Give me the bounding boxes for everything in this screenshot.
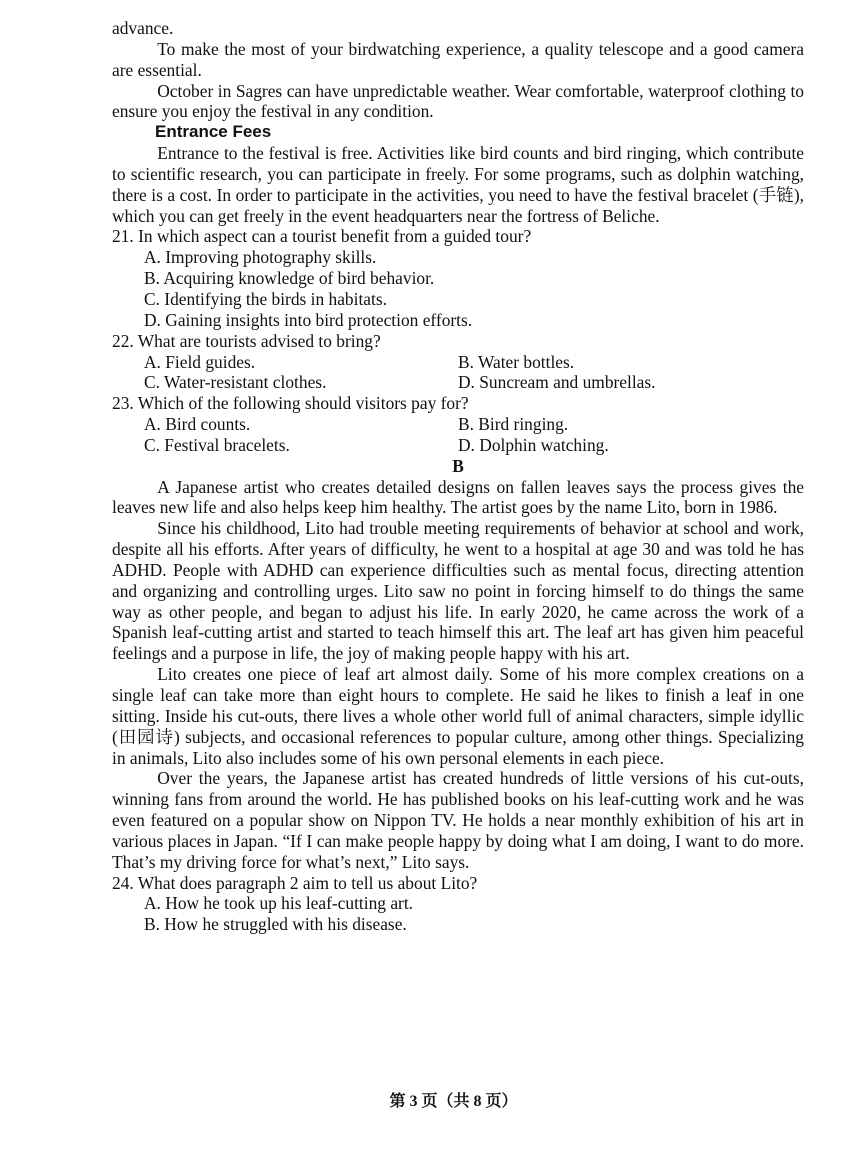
- option-a[interactable]: A. Field guides.: [144, 351, 256, 372]
- passage-b-paragraph-2: Since his childhood, Lito had trouble meeting requirements of behavior at school and work, despite all his efforts. After years of difficulty, he went to a hospital at age 30 and was told he has ADHD. People with ADHD can experience difficulties such as mental focus, directing attention and organizing and controlling urges. Lito saw no point in forcing himself to do things the same way as other people, and began to adjust his life. In early 2020, he came across the work of a Spanish leaf-cutting artist and started to teach himself this art. The leaf art has given him peaceful feelings and a purpose in life, the joy of making people happy with his art.: [112, 518, 804, 664]
- exam-page: [112, 18, 804, 935]
- question-23: [112, 393, 804, 456]
- passage-b-paragraph-4: Over the years, the Japanese artist has created hundreds of little versions of his cut-outs, winning fans from around the world. He has published books on his leaf-cutting work and he was even featured on a popular show on Nippon TV. He holds a near monthly exhibition of his art in various places in Japan. “If I can make people happy by doing what I am doing, I want to do more. That’s my driving force for what’s next,” Lito says.: [112, 768, 804, 872]
- option-b[interactable]: B. How he struggled with his disease.: [144, 914, 407, 935]
- question-24: [112, 873, 804, 936]
- paragraph-fees: Entrance to the festival is free. Activities like bird counts and bird ringing, which contribute to scientific research, you can participate in freely. For some programs, such as dolphin watching, there is a cost. In order to participate in the activities, you need to have the festival bracelet (手链), which you can get freely in the event headquarters near the fortress of Beliche.: [112, 143, 804, 226]
- question-stem: 24. What does paragraph 2 aim to tell us about Lito?: [112, 872, 478, 893]
- options-list: [112, 893, 804, 935]
- paragraph-weather: October in Sagres can have unpredictable weather. Wear comfortable, waterproof clothing to ensure you enjoy the festival in any condition.: [112, 80, 804, 122]
- passage-b-paragraph-1: A Japanese artist who creates detailed designs on fallen leaves says the process gives the leaves new life and also helps keep him healthy. The artist goes by the name Lito, born in 1986.: [112, 476, 804, 518]
- passage-b-label: B: [452, 455, 464, 476]
- option-c[interactable]: C. Festival bracelets.: [144, 434, 290, 455]
- question-stem: 21. In which aspect can a tourist benefit from a guided tour?: [112, 226, 532, 247]
- page-number-footer: 第 3 页（共 8 页）: [389, 1093, 518, 1110]
- options-grid: [112, 352, 804, 394]
- entrance-fees-heading: Entrance Fees: [155, 122, 272, 142]
- question-22: [112, 331, 804, 394]
- option-c[interactable]: C. Water-resistant clothes.: [144, 372, 327, 393]
- option-a[interactable]: A. Improving photography skills.: [144, 247, 377, 268]
- options-list: [112, 247, 804, 330]
- option-a[interactable]: A. Bird counts.: [144, 414, 251, 435]
- option-a[interactable]: A. How he took up his leaf-cutting art.: [144, 893, 414, 914]
- option-b[interactable]: B. Acquiring knowledge of bird behavior.: [144, 268, 435, 289]
- option-d[interactable]: D. Suncream and umbrellas.: [458, 372, 656, 393]
- passage-a-continued-text: advance.: [112, 18, 174, 38]
- option-b[interactable]: B. Bird ringing.: [458, 414, 569, 435]
- options-grid: [112, 414, 804, 456]
- option-d[interactable]: D. Gaining insights into bird protection efforts.: [144, 309, 473, 330]
- passage-b-paragraph-3: Lito creates one piece of leaf art almost daily. Some of his more complex creations on a single leaf can take more than eight hours to complete. He said he likes to finish a leaf in one sitting. Inside his cut-outs, there lives a whole other world full of animal characters, simple idyllic (田园诗) subjects, and occasional references to popular culture, among other things. Specializing in animals, Lito also includes some of his own personal elements in each piece.: [112, 664, 804, 768]
- option-d[interactable]: D. Dolphin watching.: [458, 434, 609, 455]
- question-stem: 22. What are tourists advised to bring?: [112, 330, 381, 351]
- question-21: [112, 226, 804, 330]
- paragraph-equipment: To make the most of your birdwatching experience, a quality telescope and a good camera are essential.: [112, 38, 804, 80]
- question-stem: 23. Which of the following should visitors pay for?: [112, 393, 469, 414]
- option-b[interactable]: B. Water bottles.: [458, 351, 575, 372]
- option-c[interactable]: C. Identifying the birds in habitats.: [144, 288, 387, 309]
